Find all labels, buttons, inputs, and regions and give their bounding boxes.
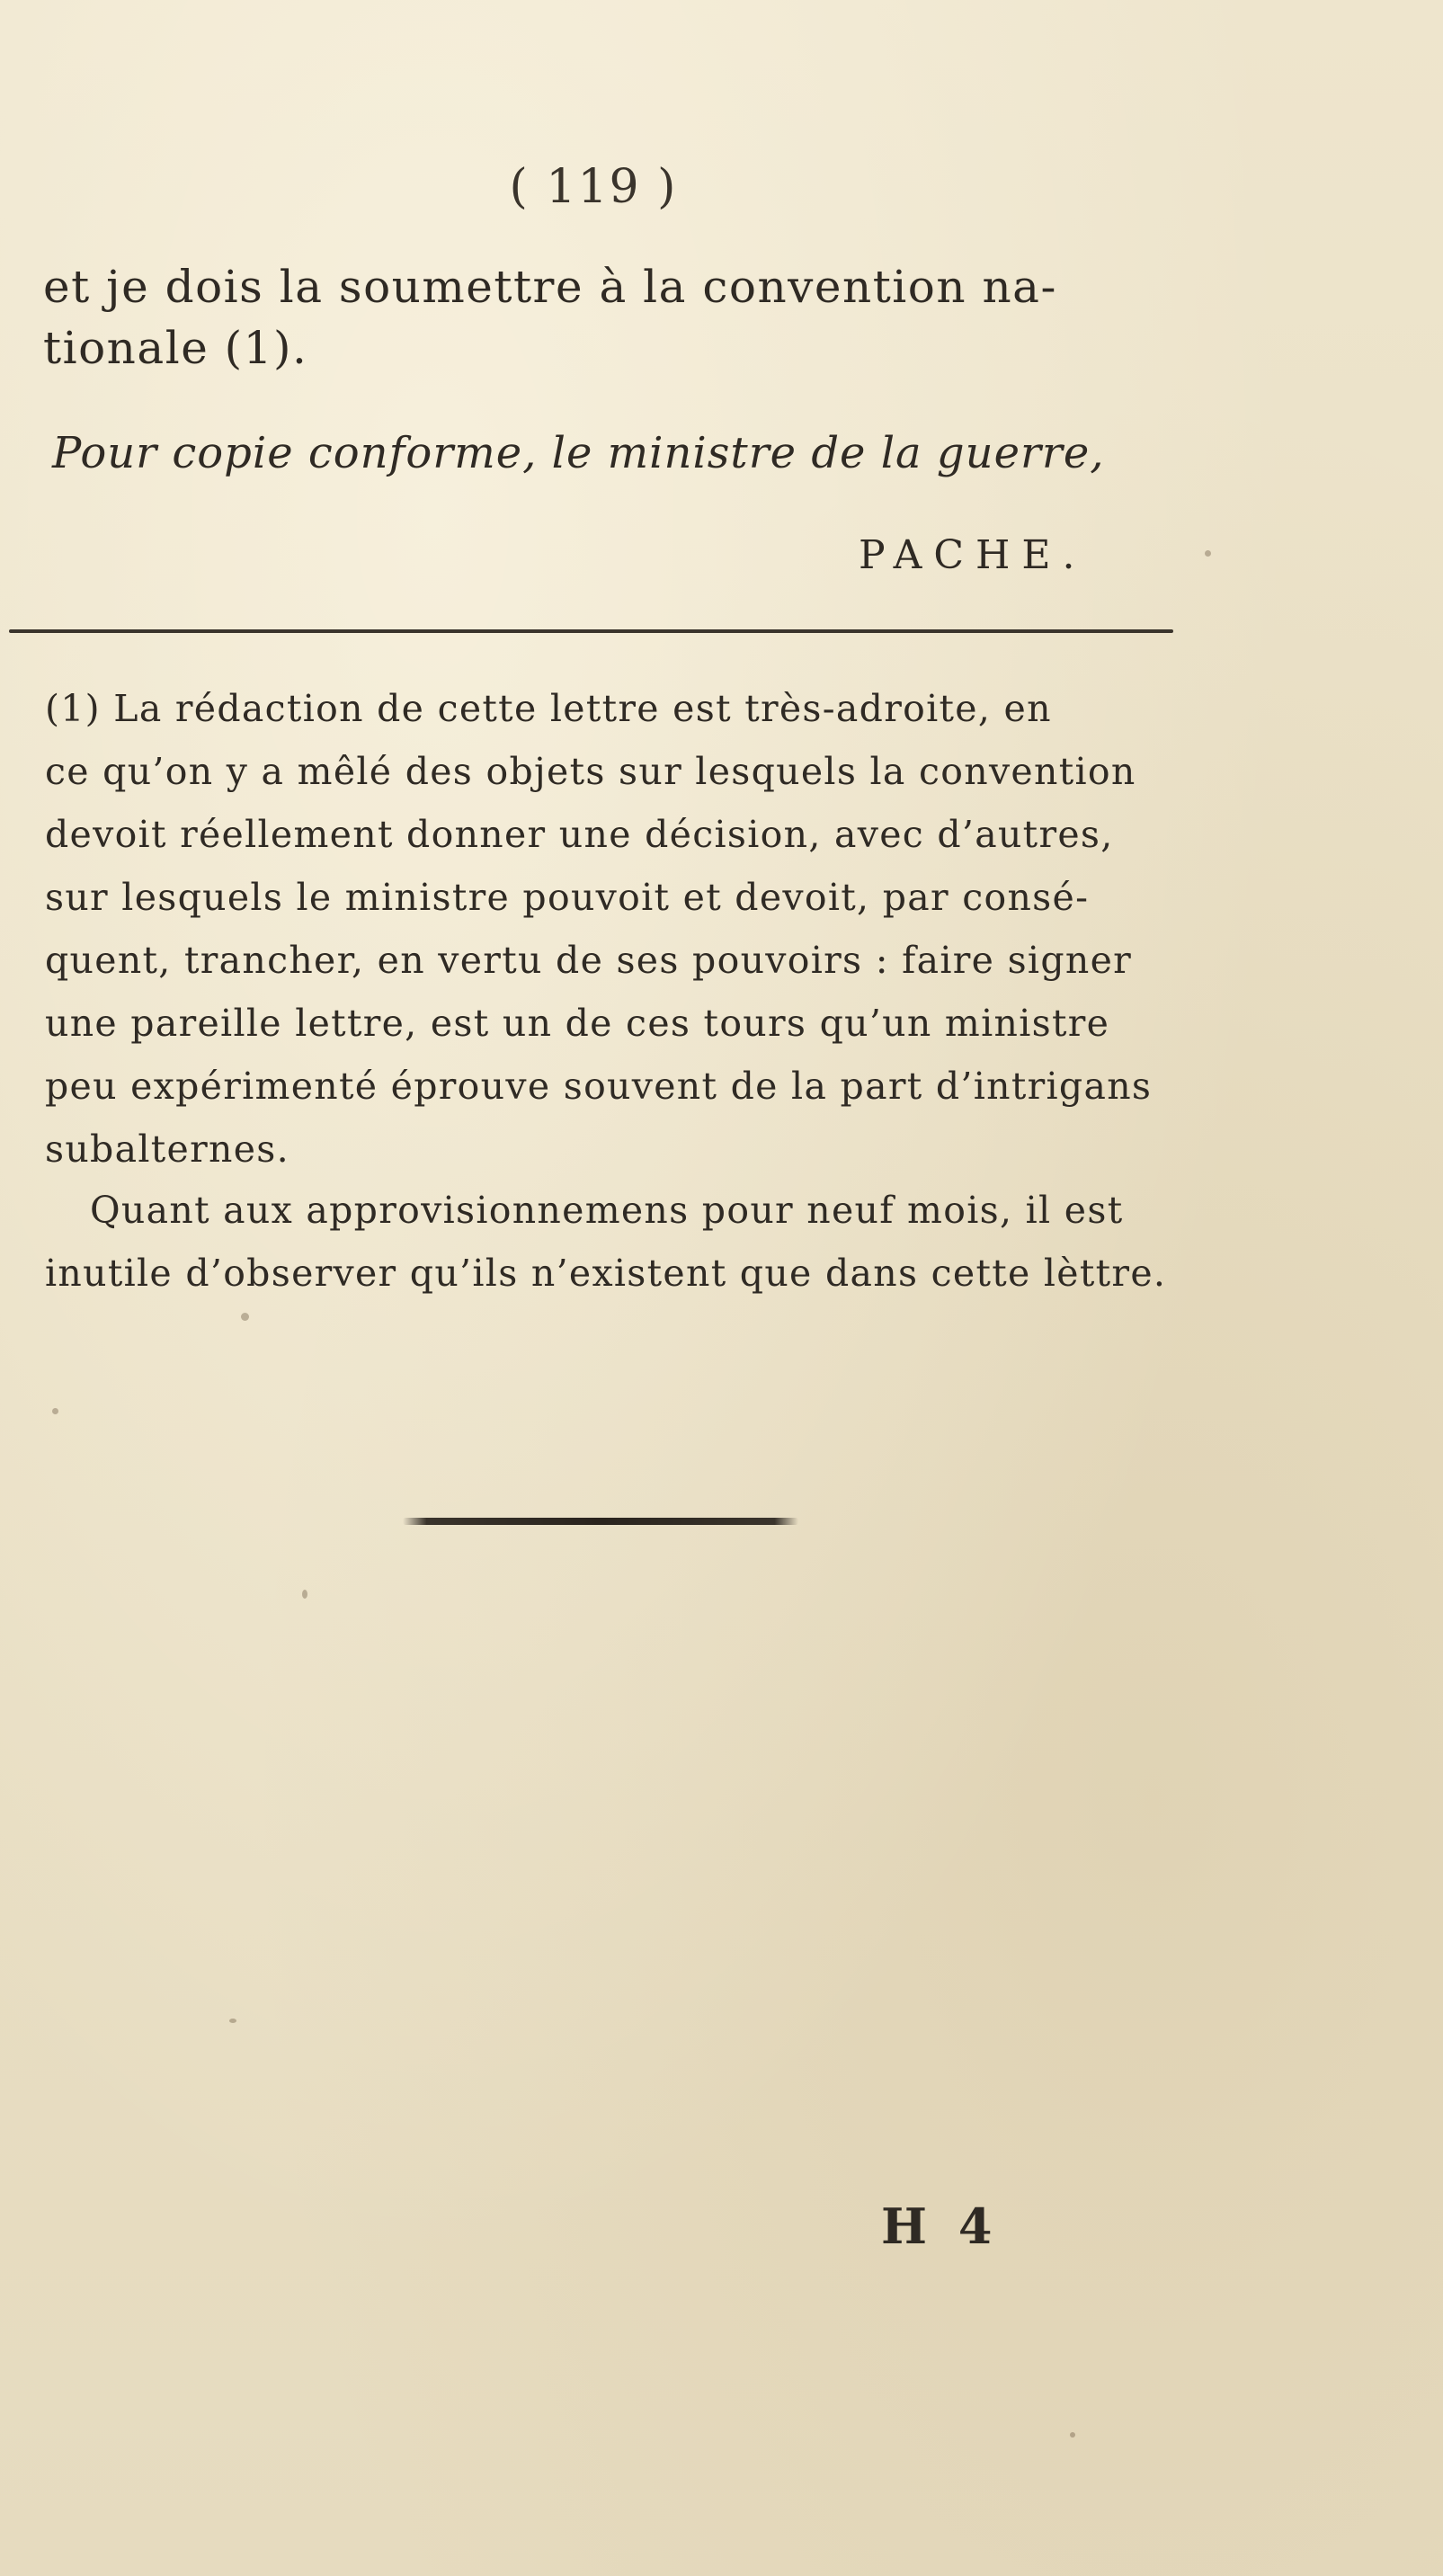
footnote-line-2: ce qu’on y a mêlé des objets sur lesquels la convention — [45, 750, 1136, 793]
printer-signature-mark: H 4 — [881, 2197, 1000, 2255]
footnote-line-9: Quant aux approvisionnemens pour neuf mois, il est — [90, 1189, 1124, 1232]
paper-speck — [1070, 2432, 1075, 2438]
page-number: ( 119 ) — [509, 160, 678, 214]
paper-speck — [302, 1590, 307, 1599]
paper-speck — [241, 1313, 249, 1321]
footnote-line-10: inutile d’observer qu’ils n’existent que dans cette lèttre. — [45, 1252, 1167, 1295]
paper-speck — [52, 1408, 58, 1414]
footnote-line-1: (1) La rédaction de cette lettre est très-adroite, en — [45, 687, 1052, 730]
footnote-line-3: devoit réellement donner une décision, avec d’autres, — [45, 813, 1114, 856]
section-divider-rule — [9, 629, 1173, 633]
footnote-line-7: peu expérimenté éprouve souvent de la part d’intrigans — [45, 1065, 1153, 1108]
footnote-line-5: quent, trancher, en vertu de ses pouvoirs : faire signer — [45, 939, 1133, 982]
main-text-line-2: tionale (1). — [43, 322, 308, 374]
closing-ornament-rule — [403, 1518, 798, 1525]
paper-speck — [1205, 550, 1211, 557]
footnote-line-8: subalternes. — [45, 1128, 289, 1171]
signature-pache: PACHE. — [859, 532, 1087, 578]
main-text-line-1: et je dois la soumettre à la convention na- — [43, 261, 1057, 313]
footnote-line-6: une pareille lettre, est un de ces tours qu’un ministre — [45, 1002, 1110, 1045]
paper-speck — [229, 2019, 236, 2023]
copy-attestation-line: Pour copie conforme, le ministre de la guerre, — [52, 428, 1105, 478]
footnote-line-4: sur lesquels le ministre pouvoit et devoit, par consé- — [45, 876, 1090, 919]
